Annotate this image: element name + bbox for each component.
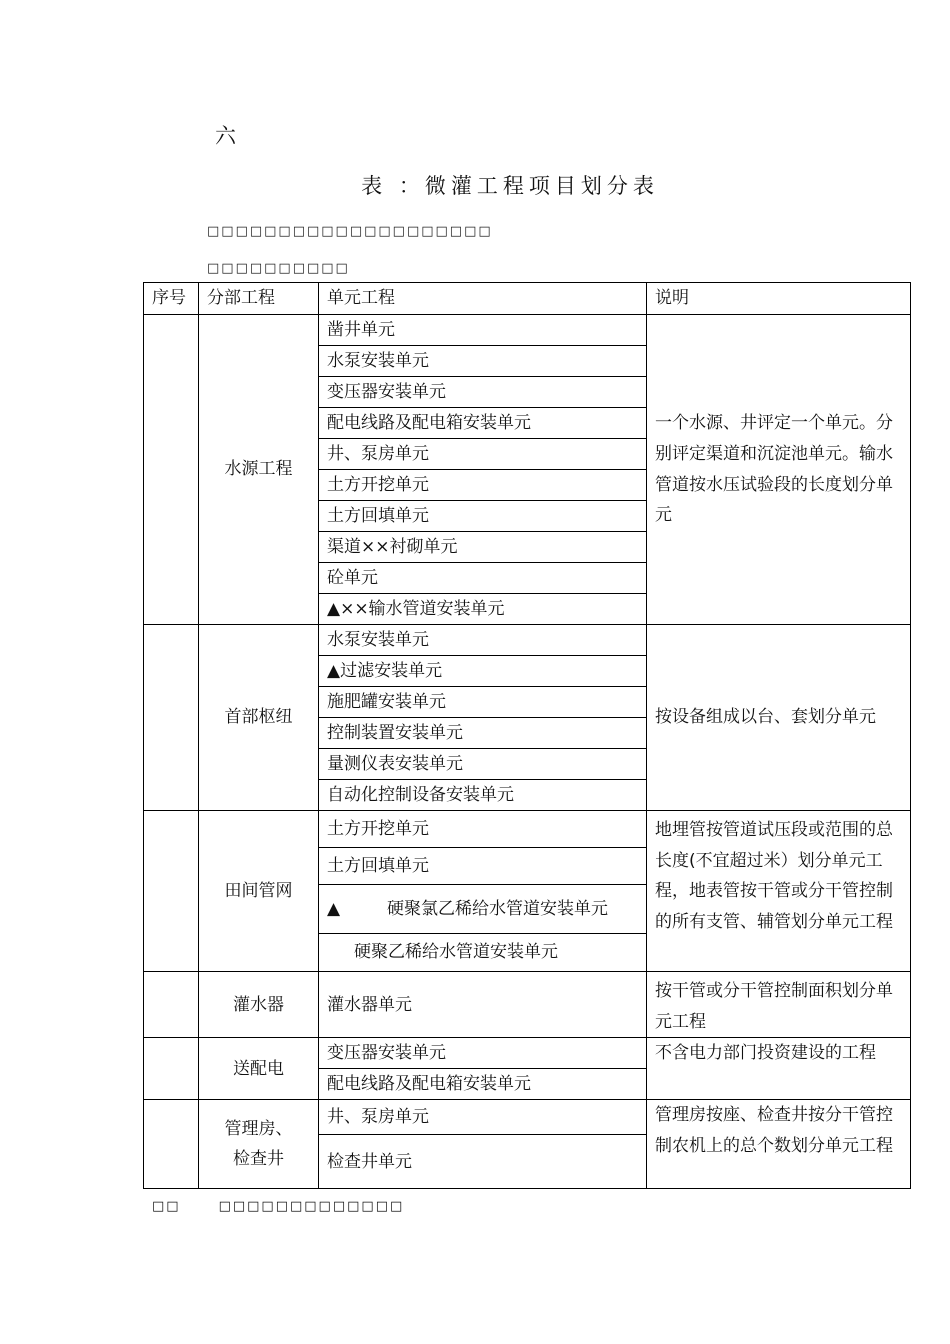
table-row bbox=[144, 315, 911, 346]
seq-cell bbox=[144, 972, 199, 1038]
seq-cell bbox=[144, 811, 199, 972]
note-text: □□□□□□□□□□□□□ bbox=[218, 1199, 405, 1214]
table-row bbox=[144, 1038, 911, 1069]
part-cell: 灌水器 bbox=[199, 972, 319, 1038]
table-title: 表 ：微灌工程项目划分表 bbox=[361, 174, 659, 198]
unit-cell: 配电线路及配电箱安装单元 bbox=[319, 1069, 647, 1100]
desc-cell: 不含电力部门投资建设的工程 bbox=[647, 1038, 911, 1100]
unit-cell: 井、泵房单元 bbox=[319, 1100, 647, 1135]
part-cell: 送配电 bbox=[199, 1038, 319, 1100]
unit-cell: 水泵安装单元 bbox=[319, 346, 647, 377]
seq-cell bbox=[144, 625, 199, 811]
unit-cell: 控制装置安装单元 bbox=[319, 718, 647, 749]
unit-cell: 变压器安装单元 bbox=[319, 1038, 647, 1069]
table-header-row bbox=[144, 283, 911, 315]
unit-cell: 凿井单元 bbox=[319, 315, 647, 346]
unit-cell: 检查井单元 bbox=[319, 1135, 647, 1189]
desc-cell: 按干管或分干管控制面积划分单元工程 bbox=[647, 972, 911, 1038]
desc-cell: 管理房按座、检查井按分干管控制农机上的总个数划分单元工程 bbox=[647, 1100, 911, 1189]
garbled-line-1: □□□□□□□□□□□□□□□□□□□□ bbox=[207, 224, 493, 239]
unit-cell bbox=[319, 885, 647, 934]
part-cell: 田间管网 bbox=[199, 811, 319, 972]
unit-cell: 土方开挖单元 bbox=[319, 470, 647, 501]
table-note bbox=[152, 1199, 404, 1214]
seq-cell bbox=[144, 1100, 199, 1189]
table-row bbox=[144, 811, 911, 848]
unit-cell: 量测仪表安装单元 bbox=[319, 749, 647, 780]
desc-cell: 地埋管按管道试压段或范围的总长度(不宜超过米）划分单元工程，地表管按干管或分干管控制的所有支管、辅管划分单元工程 bbox=[647, 811, 911, 972]
unit-cell: ▲过滤安装单元 bbox=[319, 656, 647, 687]
unit-cell: 渠道××衬砌单元 bbox=[319, 532, 647, 563]
unit-cell: 土方开挖单元 bbox=[319, 811, 647, 848]
unit-cell: ▲××输水管道安装单元 bbox=[319, 594, 647, 625]
table-row bbox=[144, 972, 911, 1038]
unit-cell: 土方回填单元 bbox=[319, 501, 647, 532]
unit-cell: 井、泵房单元 bbox=[319, 439, 647, 470]
unit-cell: 变压器安装单元 bbox=[319, 377, 647, 408]
header-unit: 单元工程 bbox=[319, 283, 647, 315]
section-number: 六 bbox=[215, 124, 236, 148]
unit-cell: 灌水器单元 bbox=[319, 972, 647, 1038]
unit-cell: 砼单元 bbox=[319, 563, 647, 594]
triangle-marker-icon: ▲ bbox=[327, 898, 341, 919]
unit-cell: 水泵安装单元 bbox=[319, 625, 647, 656]
desc-cell: 一个水源、井评定一个单元。分别评定渠道和沉淀池单元。输水管道按水压试验段的长度划分单元 bbox=[647, 315, 911, 625]
part-cell bbox=[199, 1100, 319, 1189]
unit-cell: 硬聚乙稀给水管道安装单元 bbox=[319, 934, 647, 972]
part-cell: 水源工程 bbox=[199, 315, 319, 625]
part-cell-line-2: 检查井 bbox=[233, 1149, 284, 1170]
garbled-line-2: □□□□□□□□□□ bbox=[207, 261, 350, 276]
unit-cell: 自动化控制设备安装单元 bbox=[319, 780, 647, 811]
unit-cell-label: 硬聚氯乙稀给水管道安装单元 bbox=[387, 898, 608, 919]
table-row bbox=[144, 1100, 911, 1135]
seq-cell bbox=[144, 1038, 199, 1100]
unit-cell: 配电线路及配电箱安装单元 bbox=[319, 408, 647, 439]
project-division-table bbox=[143, 282, 911, 1189]
seq-cell bbox=[144, 315, 199, 625]
note-label: □□ bbox=[152, 1199, 181, 1214]
header-seq: 序号 bbox=[144, 283, 199, 315]
part-cell-line-1: 管理房、 bbox=[224, 1118, 293, 1139]
part-cell: 首部枢纽 bbox=[199, 625, 319, 811]
header-desc: 说明 bbox=[647, 283, 911, 315]
table-row bbox=[144, 625, 911, 656]
desc-cell: 按设备组成以台、套划分单元 bbox=[647, 625, 911, 811]
unit-cell: 施肥罐安装单元 bbox=[319, 687, 647, 718]
unit-cell: 土方回填单元 bbox=[319, 848, 647, 885]
header-part: 分部工程 bbox=[199, 283, 319, 315]
